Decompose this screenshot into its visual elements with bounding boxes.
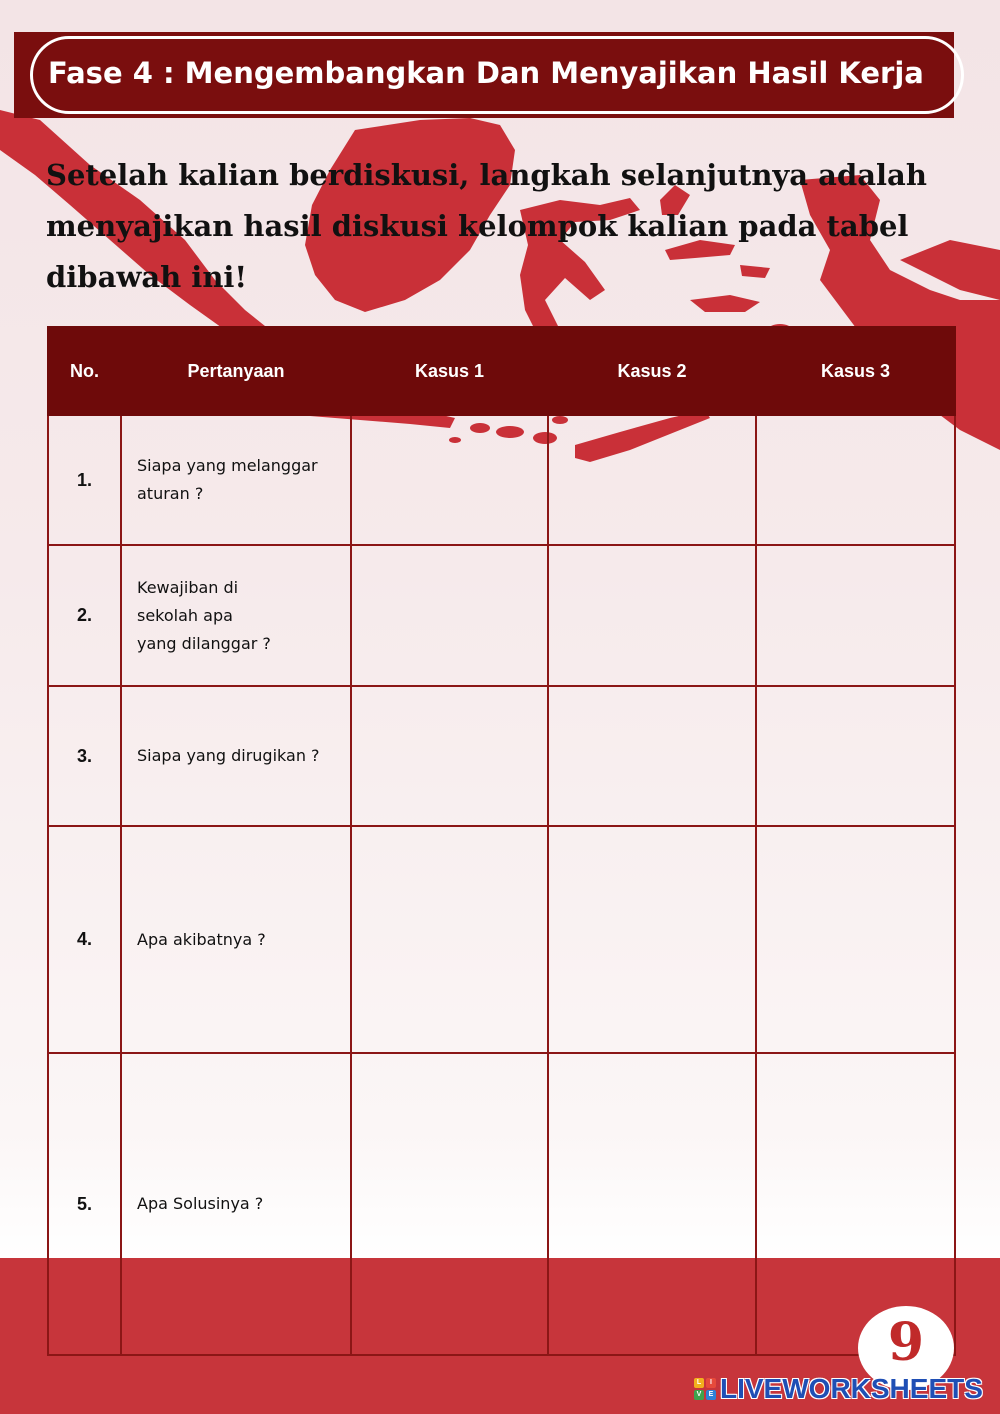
question-text: Kewajiban di sekolah apa yang dilanggar ?	[137, 577, 271, 653]
answer-cell-kasus-2[interactable]	[548, 415, 756, 545]
header-no: No.	[48, 327, 121, 415]
liveworksheets-wordmark: LIVEWORKSHEETS	[720, 1373, 983, 1404]
table-row	[48, 1053, 955, 1355]
header-kasus-3: Kasus 3	[756, 327, 955, 415]
answer-cell-kasus-2[interactable]	[548, 1053, 756, 1355]
question-text: Siapa yang melanggar aturan ?	[137, 456, 318, 503]
answer-cell-kasus-2[interactable]	[548, 545, 756, 686]
page-number: 9	[887, 1312, 925, 1373]
question-cell	[121, 826, 351, 1053]
question-text: Apa Solusinya ?	[137, 1194, 264, 1213]
question-text: Apa akibatnya ?	[137, 929, 266, 949]
answer-cell-kasus-3[interactable]	[756, 545, 955, 686]
answer-cell-kasus-2[interactable]	[548, 826, 756, 1053]
answer-cell-kasus-3[interactable]	[756, 826, 955, 1053]
question-text: Siapa yang dirugikan ?	[137, 746, 320, 765]
liveworksheets-logo	[694, 1373, 983, 1405]
answer-cell-kasus-2[interactable]	[548, 686, 756, 826]
logo-letter-v: V	[694, 1390, 704, 1400]
answer-cell-kasus-3[interactable]	[756, 686, 955, 826]
instruction-text: Setelah kalian berdiskusi, langkah selanjutnya adalah menyajikan hasil diskusi kelompok kalian pada tabel dibawah ini!	[46, 158, 927, 294]
answer-cell-kasus-1[interactable]	[351, 545, 548, 686]
answer-cell-kasus-1[interactable]	[351, 1053, 548, 1355]
question-cell	[121, 415, 351, 545]
row-number: 5.	[48, 1053, 121, 1355]
liveworksheets-icon	[694, 1378, 716, 1400]
answer-cell-kasus-1[interactable]	[351, 415, 548, 545]
table-row	[48, 415, 955, 545]
question-cell	[121, 545, 351, 686]
page-title: Fase 4 : Mengembangkan Dan Menyajikan Hasil Kerja	[48, 56, 924, 90]
logo-letter-l: L	[694, 1378, 704, 1388]
question-cell	[121, 1053, 351, 1355]
table-row	[48, 545, 955, 686]
logo-letter-e: E	[706, 1390, 716, 1400]
row-number: 1.	[48, 415, 121, 545]
logo-letter-i: I	[706, 1378, 716, 1388]
row-number: 3.	[48, 686, 121, 826]
row-number: 2.	[48, 545, 121, 686]
header-kasus-2: Kasus 2	[548, 327, 756, 415]
header-banner	[14, 32, 954, 118]
answer-cell-kasus-3[interactable]	[756, 415, 955, 545]
table-row	[48, 826, 955, 1053]
row-number: 4.	[48, 826, 121, 1053]
worksheet-table	[47, 326, 956, 1356]
answer-cell-kasus-1[interactable]	[351, 686, 548, 826]
table-row	[48, 686, 955, 826]
table-header-row	[48, 327, 955, 415]
header-kasus-1: Kasus 1	[351, 327, 548, 415]
header-pertanyaan: Pertanyaan	[121, 327, 351, 415]
answer-cell-kasus-1[interactable]	[351, 826, 548, 1053]
question-cell	[121, 686, 351, 826]
